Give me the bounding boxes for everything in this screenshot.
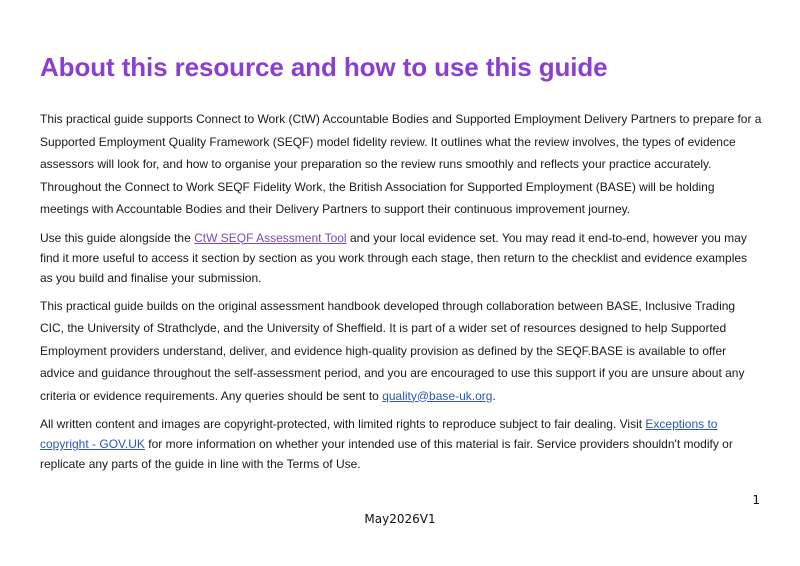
document-version: May2026V1 <box>364 512 436 526</box>
paragraph-background-text-end: . <box>492 388 496 403</box>
paragraph-copyright-text-end: for more information on whether your intended use of this material is fair. Service providers shouldn't modify or replicate any parts of the guide in line with the Terms of Use. <box>40 437 733 471</box>
paragraph-usage-text-end: and your local evidence set. You may read it end-to-end, however you may find it more useful to access it section by section as you work through each stage, then return to the checklist and evidence examples as you build and finalise your submission. <box>40 230 748 285</box>
paragraph-usage-text-start: Use this guide alongside the <box>40 230 195 245</box>
paragraph-copyright-text-start: All written content and images are copyright-protected, with limited rights to reproduce subject to fair dealing. Visit <box>40 417 646 431</box>
page-number: 1 <box>752 493 760 507</box>
paragraph-usage <box>40 228 762 288</box>
copyright-exceptions-link[interactable]: Exceptions to copyright - GOV.UK <box>40 417 718 451</box>
paragraph-copyright <box>40 414 762 474</box>
paragraph-background-text: This practical guide builds on the original assessment handbook developed through collaboration between BASE, Inclusive Trading CIC, the University of Strathclyde, and the University of Sheffield. It is part of a wider set of resources designed to help Supported Employment providers understand, deliver, and evidence high-quality provision as defined by the SEQF.BASE is available to offer advice and guidance throughout the self-assessment period, and you are encouraged to use this support if you are unsure about any criteria or evidence requirements. Any queries should be sent to <box>40 298 745 403</box>
paragraph-background <box>40 295 762 408</box>
body-text <box>40 108 762 481</box>
paragraph-intro: This practical guide supports Connect to Work (CtW) Accountable Bodies and Supported Employment Delivery Partners to prepare for a Supported Employment Quality Framework (SEQF) model fidelity review. It outlines what the review involves, the types of evidence assessors will look for, and how to organise your preparation so the review runs smoothly and reflects your practice accurately. Throughout the Connect to Work SEQF Fidelity Work, the British Association for Supported Employment (BASE) will be holding meetings with Accountable Bodies and their Delivery Partners to support their continuous improvement journey. <box>40 112 762 216</box>
email-link[interactable]: quality@base-uk.org <box>382 388 493 403</box>
page-title: About this resource and how to use this guide <box>40 52 608 82</box>
assessment-tool-link[interactable]: CtW SEQF Assessment Tool <box>194 230 347 245</box>
